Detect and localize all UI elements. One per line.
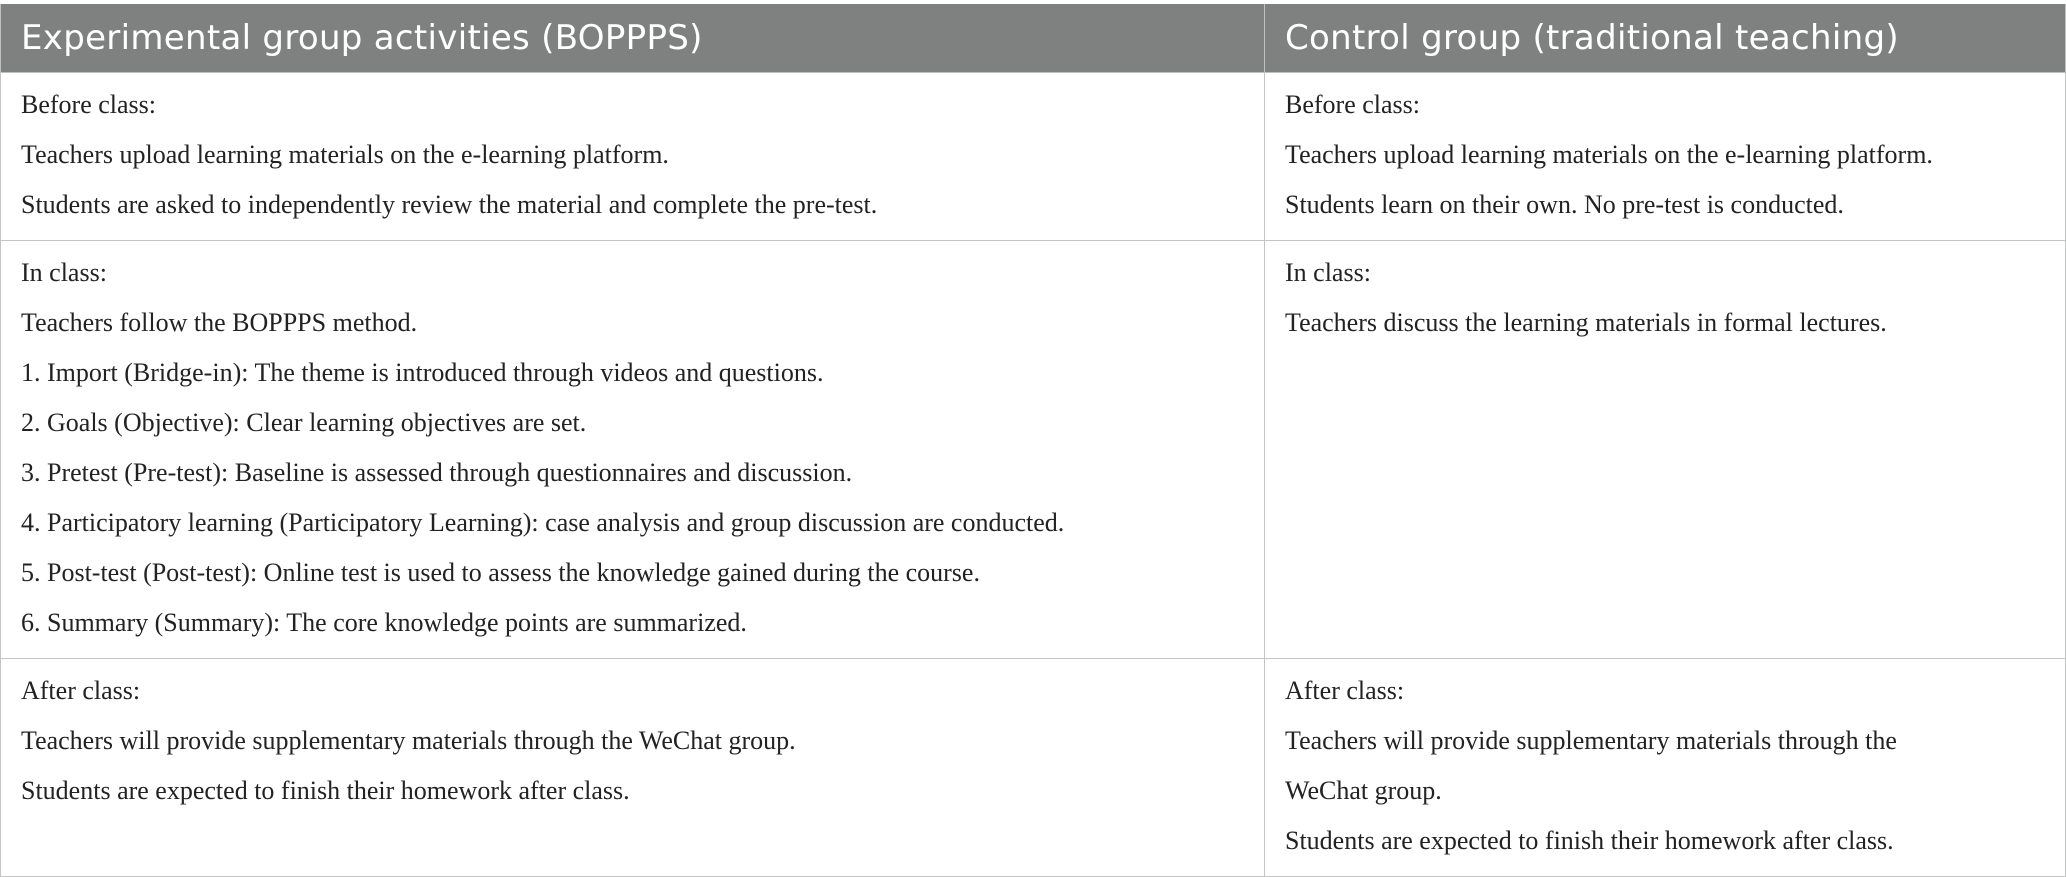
cell-line: WeChat group. bbox=[1285, 775, 1442, 805]
cell-line: Teachers will provide supplementary materials through the WeChat group. bbox=[21, 725, 796, 755]
experimental-in-class-cell bbox=[1, 240, 1265, 658]
table-row-in-class bbox=[1, 240, 2066, 658]
cell-line: Teachers upload learning materials on the e-learning platform. bbox=[1285, 139, 1933, 169]
cell-line: 1. Import (Bridge-in): The theme is introduced through videos and questions. bbox=[21, 357, 824, 387]
cell-line: Before class: bbox=[1285, 89, 1421, 119]
table-header-row bbox=[1, 4, 2066, 72]
cell-line: 4. Participatory learning (Participatory Learning): case analysis and group discussion are conducted. bbox=[21, 507, 1065, 537]
header-control-group: Control group (traditional teaching) bbox=[1265, 4, 2066, 72]
cell-line: Students are expected to finish their homework after class. bbox=[1285, 825, 1894, 855]
comparison-table-container bbox=[0, 4, 2065, 877]
cell-line: Teachers upload learning materials on the e-learning platform. bbox=[21, 139, 669, 169]
experimental-before-class-cell bbox=[1, 72, 1265, 240]
comparison-table bbox=[0, 4, 2066, 877]
control-in-class-cell bbox=[1265, 240, 2066, 658]
table-row-after-class bbox=[1, 658, 2066, 876]
control-after-class-cell bbox=[1265, 658, 2066, 876]
header-experimental-group: Experimental group activities (BOPPPS) bbox=[1, 4, 1265, 72]
cell-line: 6. Summary (Summary): The core knowledge points are summarized. bbox=[21, 607, 747, 637]
cell-line: 5. Post-test (Post-test): Online test is used to assess the knowledge gained during the course. bbox=[21, 557, 980, 587]
cell-line: After class: bbox=[1285, 675, 1405, 705]
cell-line: Before class: bbox=[21, 89, 157, 119]
cell-line: Teachers discuss the learning materials in formal lectures. bbox=[1285, 307, 1887, 337]
experimental-after-class-cell bbox=[1, 658, 1265, 876]
control-before-class-cell bbox=[1265, 72, 2066, 240]
cell-line: Students are asked to independently review the material and complete the pre-test. bbox=[21, 189, 878, 219]
cell-line: Students learn on their own. No pre-test is conducted. bbox=[1285, 189, 1844, 219]
cell-line: In class: bbox=[1285, 257, 1371, 287]
table-row-before-class bbox=[1, 72, 2066, 240]
cell-line: 2. Goals (Objective): Clear learning objectives are set. bbox=[21, 407, 587, 437]
cell-line: Teachers will provide supplementary materials through the bbox=[1285, 725, 1897, 755]
cell-line: In class: bbox=[21, 257, 107, 287]
cell-line: After class: bbox=[21, 675, 141, 705]
cell-line: 3. Pretest (Pre-test): Baseline is assessed through questionnaires and discussion. bbox=[21, 457, 853, 487]
cell-line: Students are expected to finish their homework after class. bbox=[21, 775, 630, 805]
cell-line: Teachers follow the BOPPPS method. bbox=[21, 307, 418, 337]
